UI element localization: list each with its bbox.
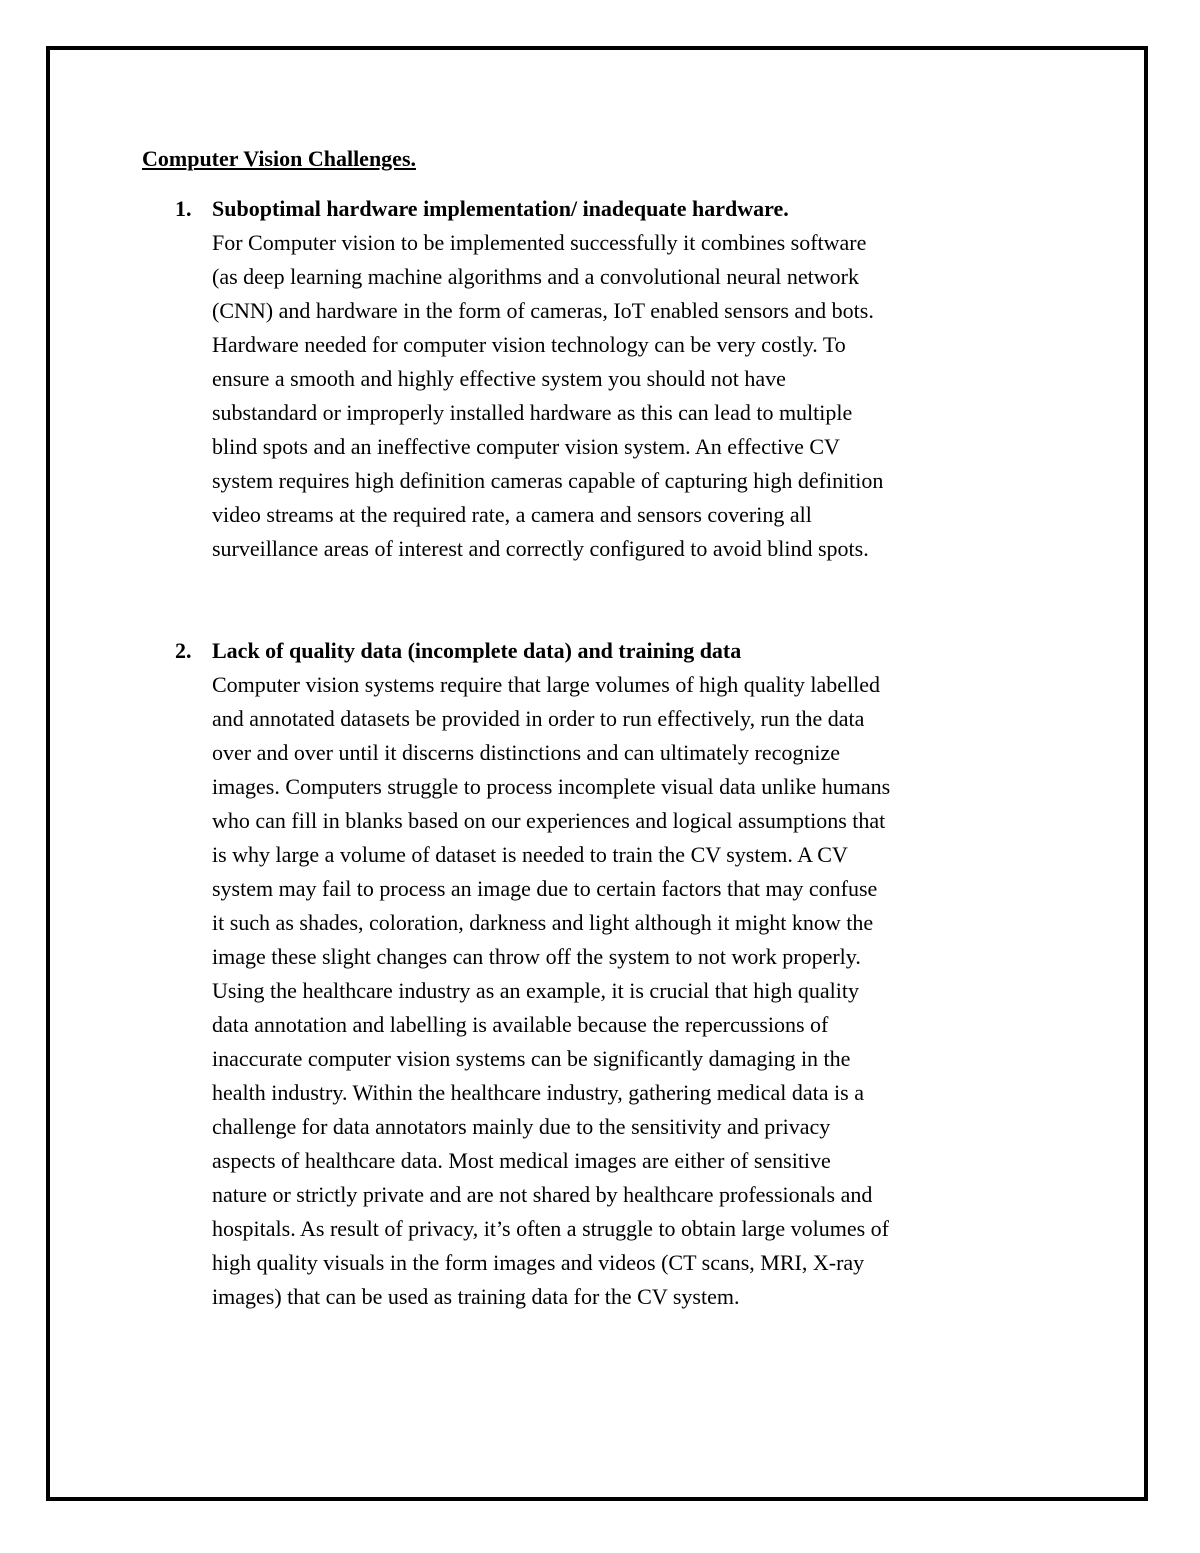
item-heading: Lack of quality data (incomplete data) and training data	[212, 638, 742, 663]
item-number: 2.	[175, 638, 192, 663]
item-body: Computer vision systems require that large volumes of high quality labelled and annotated datasets be provided in order to run effectively, run the data over and over until it discerns distinctions and can ultimately recognize images. Computers struggle to process incomplete visual data unlike humans who can fill in blanks based on our experiences and logical assumptions that is why large a volume of dataset is needed to train the CV system. A CV system may fail to process an image due to certain factors that may confuse it such as shades, coloration, darkness and light although it might know the image these slight changes can throw off the system to not work properly. Using the healthcare industry as an example, it is crucial that high quality data annotation and labelling is available because the repercussions of inaccurate computer vision systems can be significantly damaging in the health industry. Within the healthcare industry, gathering medical data is a challenge for data annotators mainly due to the sensitivity and privacy aspects of healthcare data. Most medical images are either of sensitive nature or strictly private and are not shared by healthcare professionals and hospitals. As result of privacy, it’s often a struggle to obtain large volumes of high quality visuals in the form images and videos (CT scans, MRI, X-ray images) that can be used as training data for the CV system.	[212, 672, 891, 1309]
challenge-item-1	[142, 192, 1072, 566]
document-title: Computer Vision Challenges.	[142, 146, 417, 171]
item-heading: Suboptimal hardware implementation/ inadequate hardware.	[212, 196, 789, 221]
item-number: 1.	[175, 196, 192, 221]
item-body: For Computer vision to be implemented successfully it combines software (as deep learning machine algorithms and a convolutional neural network (CNN) and hardware in the form of cameras, IoT enabled sensors and bots. Hardware needed for computer vision technology can be very costly. To ensure a smooth and highly effective system you should not have substandard or improperly installed hardware as this can lead to multiple blind spots and an ineffective computer vision system. An effective CV system requires high definition cameras capable of capturing high definition video streams at the required rate, a camera and sensors covering all surveillance areas of interest and correctly configured to avoid blind spots.	[212, 230, 884, 561]
challenge-item-2	[142, 634, 1072, 1314]
